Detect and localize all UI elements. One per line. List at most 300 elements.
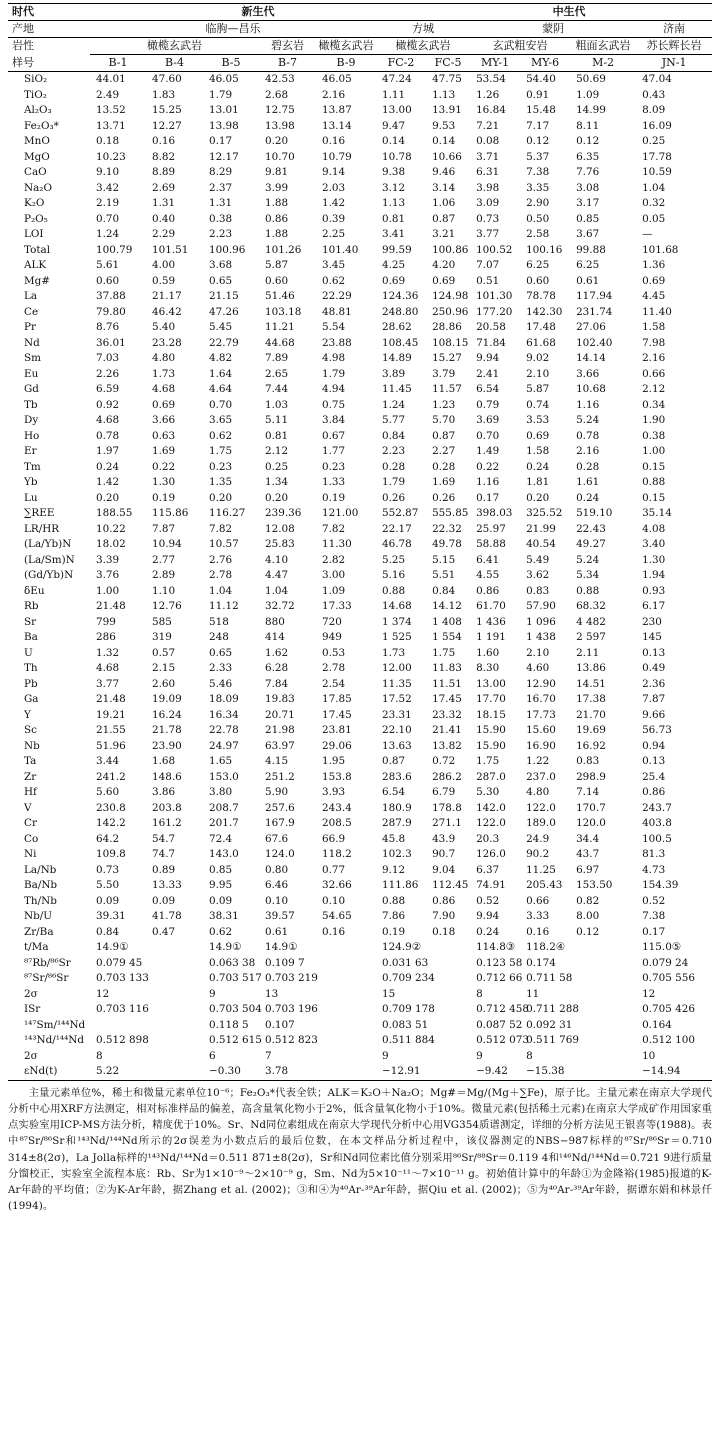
table-cell: 0.16 <box>322 135 346 148</box>
table-row <box>8 429 712 445</box>
table-cell: 13.00 <box>476 677 506 690</box>
table-cell: 4.25 <box>382 259 406 272</box>
row-label: Sm <box>24 352 41 365</box>
table-cell: 22.17 <box>382 522 412 535</box>
table-cell: 5.54 <box>322 321 346 334</box>
table-cell: 1.97 <box>96 445 120 458</box>
table-cell: 1.77 <box>322 445 346 458</box>
table-cell: 0.063 38 <box>209 956 256 969</box>
table-cell: 178.8 <box>432 801 462 814</box>
row-label: Total <box>24 243 51 256</box>
table-cell: 24.9 <box>526 832 550 845</box>
table-cell: 0.84 <box>382 429 406 442</box>
table-cell: 0.512 898 <box>96 1034 149 1047</box>
table-cell: 208.7 <box>209 801 239 814</box>
table-cell: 0.84 <box>96 925 120 938</box>
table-row <box>8 568 712 584</box>
table-cell: 0.19 <box>152 491 176 504</box>
table-cell: 287.9 <box>382 817 412 830</box>
table-cell: 68.32 <box>576 600 606 613</box>
table-cell: 153.8 <box>322 770 352 783</box>
table-cell: 14.51 <box>576 677 606 690</box>
table-cell: 10.78 <box>382 150 412 163</box>
row-label: Pr <box>24 321 36 334</box>
table-cell: 0.16 <box>322 925 346 938</box>
table-cell: 0.092 31 <box>526 1018 573 1031</box>
table-cell: 0.711 58 <box>526 972 573 985</box>
table-cell: 100.52 <box>476 243 513 256</box>
table-cell: 8.09 <box>642 104 666 117</box>
table-cell: 3.14 <box>432 181 456 194</box>
table-cell: 13.98 <box>265 119 295 132</box>
table-cell: 414 <box>265 631 285 644</box>
table-cell: 403.8 <box>642 817 672 830</box>
table-cell: 0.16 <box>526 925 550 938</box>
table-cell: 1.16 <box>576 398 600 411</box>
table-cell: 3.12 <box>382 181 406 194</box>
table-cell: 8.00 <box>576 910 600 923</box>
sample-header: JN-1 <box>636 55 712 72</box>
row-label: Ni <box>24 848 37 861</box>
table-cell: 9.94 <box>476 910 500 923</box>
table-cell: 49.78 <box>432 538 462 551</box>
row-label: P₂O₅ <box>24 212 48 225</box>
table-cell: 2.26 <box>96 367 120 380</box>
row-label: δEu <box>24 584 45 597</box>
table-cell: 398.03 <box>476 507 513 520</box>
table-cell: 4.98 <box>322 352 346 365</box>
table-cell: 3.71 <box>476 150 500 163</box>
table-cell: 3.42 <box>96 181 120 194</box>
table-cell: 251.2 <box>265 770 295 783</box>
table-cell: 0.66 <box>642 367 666 380</box>
row-label: LOI <box>24 228 44 241</box>
table-cell: 0.118 5 <box>209 1018 249 1031</box>
row-label: K₂O <box>24 197 45 210</box>
table-cell: −12.91 <box>376 1064 426 1080</box>
table-cell: 1.00 <box>96 584 120 597</box>
table-cell: 71.84 <box>476 336 506 349</box>
table-cell: 3.00 <box>322 569 346 582</box>
row-label: SiO₂ <box>24 73 48 86</box>
table-row <box>8 72 712 88</box>
table-cell: 0.12 <box>576 135 600 148</box>
table-cell: 0.22 <box>476 460 500 473</box>
table-cell: 0.87 <box>432 429 456 442</box>
table-cell: 101.68 <box>642 243 679 256</box>
table-cell <box>316 1049 376 1065</box>
table-cell: 10.68 <box>576 383 606 396</box>
table-cell: 15 <box>382 987 396 1000</box>
table-cell: 0.79 <box>476 398 500 411</box>
table-cell <box>426 1064 470 1080</box>
row-label: ALK <box>24 259 47 272</box>
table-cell: 3.89 <box>382 367 406 380</box>
table-row <box>8 553 712 569</box>
table-cell: 0.512 100 <box>642 1034 695 1047</box>
table-cell: 13.33 <box>152 879 182 892</box>
table-cell: 0.87 <box>382 755 406 768</box>
table-cell: 5.61 <box>96 259 120 272</box>
table-cell: 32.72 <box>265 600 295 613</box>
table-cell: 1.69 <box>432 476 456 489</box>
table-row <box>8 925 712 941</box>
table-cell: 100.5 <box>642 832 672 845</box>
table-cell: 0.69 <box>432 274 456 287</box>
table-cell <box>426 1018 470 1034</box>
rock-header: 橄榄玄武岩 <box>90 38 259 55</box>
table-cell: 1.88 <box>265 197 289 210</box>
table-cell: 0.23 <box>209 460 233 473</box>
table-cell: 46.05 <box>322 73 352 86</box>
table-row <box>8 413 712 429</box>
table-cell: 9.81 <box>265 166 289 179</box>
table-cell: 0.70 <box>96 212 120 225</box>
table-row <box>8 258 712 274</box>
table-cell: 0.86 <box>642 786 666 799</box>
table-cell: 22.29 <box>322 290 352 303</box>
rock-header: 碧玄岩 <box>259 38 316 55</box>
table-cell: 11.30 <box>322 538 352 551</box>
table-cell: 0.703 116 <box>96 1003 149 1016</box>
table-cell: 101.26 <box>265 243 302 256</box>
table-cell: 0.73 <box>96 863 120 876</box>
table-cell: 90.2 <box>526 848 550 861</box>
table-cell: 231.74 <box>576 305 613 318</box>
table-cell: 2.69 <box>152 181 176 194</box>
table-row <box>8 677 712 693</box>
table-cell: 0.91 <box>526 88 550 101</box>
table-cell: 2.10 <box>526 646 550 659</box>
row-label: Eu <box>24 367 39 380</box>
table-cell: 28.62 <box>382 321 412 334</box>
table-cell: 0.69 <box>526 429 550 442</box>
row-label: CaO <box>24 166 47 179</box>
table-cell: 8.82 <box>152 150 176 163</box>
table-row <box>8 444 712 460</box>
table-cell: 3.84 <box>322 414 346 427</box>
table-cell: 2.25 <box>322 228 346 241</box>
table-cell: 22.10 <box>382 724 412 737</box>
table-cell: 2.78 <box>209 569 233 582</box>
table-cell: 9.94 <box>476 352 500 365</box>
table-cell: 5.87 <box>265 259 289 272</box>
table-cell: 21.15 <box>209 290 239 303</box>
table-row <box>8 88 712 104</box>
table-row <box>8 615 712 631</box>
table-cell: 100.96 <box>209 243 246 256</box>
table-cell: 117.94 <box>576 290 613 303</box>
table-cell: 7.84 <box>265 677 289 690</box>
table-cell: 18.02 <box>96 538 126 551</box>
table-cell: 1.23 <box>432 398 456 411</box>
table-cell: 0.164 <box>642 1018 672 1031</box>
table-cell: 18.15 <box>476 708 506 721</box>
table-cell: 1 438 <box>526 631 556 644</box>
table-cell: 0.14 <box>382 135 406 148</box>
table-cell: 0.079 45 <box>96 956 143 969</box>
table-cell: 46.05 <box>209 73 239 86</box>
table-cell: 121.00 <box>322 507 359 520</box>
table-cell: 17.73 <box>526 708 556 721</box>
table-cell: 5.24 <box>576 553 600 566</box>
table-cell: 257.6 <box>265 801 295 814</box>
table-cell: 8.76 <box>96 321 120 334</box>
table-cell <box>570 971 636 987</box>
table-cell: 3.77 <box>96 677 120 690</box>
sample-header: B-7 <box>259 55 316 72</box>
table-cell: 0.62 <box>209 429 233 442</box>
table-cell: 0.50 <box>526 212 550 225</box>
table-cell: 6.37 <box>476 863 500 876</box>
table-cell: 7.87 <box>642 693 666 706</box>
table-cell: 1.03 <box>265 398 289 411</box>
table-cell: 0.60 <box>265 274 289 287</box>
table-cell: 22.32 <box>432 522 462 535</box>
table-cell: 9.95 <box>209 879 233 892</box>
table-row <box>8 165 712 181</box>
row-label: t/Ma <box>24 941 49 954</box>
sample-header: MY-1 <box>470 55 520 72</box>
table-cell: 1.69 <box>152 445 176 458</box>
table-cell: 0.69 <box>382 274 406 287</box>
row-label: LR/HR <box>24 522 60 535</box>
table-cell: 0.18 <box>432 925 456 938</box>
table-cell <box>146 956 203 972</box>
table-cell: 12 <box>96 987 110 1000</box>
table-cell: 142.0 <box>476 801 506 814</box>
table-row <box>8 894 712 910</box>
table-cell: 14.14 <box>576 352 606 365</box>
table-cell: 298.9 <box>576 770 606 783</box>
table-cell: 0.512 823 <box>265 1034 318 1047</box>
row-label: ISr <box>24 1003 41 1016</box>
table-cell: 11 <box>526 987 540 1000</box>
table-cell: 53.54 <box>476 73 506 86</box>
table-cell: 4.45 <box>642 290 666 303</box>
table-cell: 1.30 <box>152 476 176 489</box>
table-cell: 114.8③ <box>476 941 516 954</box>
table-row <box>8 971 712 987</box>
table-cell: 0.19 <box>322 491 346 504</box>
table-cell: 0.81 <box>265 429 289 442</box>
table-cell: 0.66 <box>526 894 550 907</box>
table-cell: 6.25 <box>526 259 550 272</box>
table-cell: 1.60 <box>476 646 500 659</box>
table-cell: 13.98 <box>209 119 239 132</box>
table-cell: 0.88 <box>382 584 406 597</box>
table-cell: 1.13 <box>432 88 456 101</box>
table-cell: 0.57 <box>152 646 176 659</box>
table-cell: 3.69 <box>476 414 500 427</box>
table-cell: 519.10 <box>576 507 613 520</box>
sample-label: 样号 <box>8 55 90 72</box>
table-cell: −14.94 <box>636 1064 712 1080</box>
table-cell: 21.41 <box>432 724 462 737</box>
table-cell: 1.61 <box>576 476 600 489</box>
table-cell: 45.8 <box>382 832 406 845</box>
table-cell: 552.87 <box>382 507 419 520</box>
table-row <box>8 506 712 522</box>
table-cell: 27.06 <box>576 321 606 334</box>
table-cell: 7.82 <box>322 522 346 535</box>
table-cell: 0.39 <box>322 212 346 225</box>
table-cell: 3.98 <box>476 181 500 194</box>
row-label: (Gd/Yb)N <box>24 569 74 582</box>
table-cell: 7.82 <box>209 522 233 535</box>
table-row <box>8 832 712 848</box>
table-cell: 2.49 <box>96 88 120 101</box>
table-cell: 7.76 <box>576 166 600 179</box>
table-cell: 6.59 <box>96 383 120 396</box>
rock-header: 粗面玄武岩 <box>570 38 636 55</box>
table-cell: 145 <box>642 631 662 644</box>
table-cell: 0.69 <box>642 274 666 287</box>
table-cell: 1 436 <box>476 615 506 628</box>
table-cell <box>426 940 470 956</box>
table-cell: 0.08 <box>476 135 500 148</box>
table-cell: 25.97 <box>476 522 506 535</box>
table-cell: 2.12 <box>265 445 289 458</box>
table-cell: 2.90 <box>526 197 550 210</box>
table-cell: 0.65 <box>209 274 233 287</box>
table-cell: 1.68 <box>152 755 176 768</box>
table-cell: 0.12 <box>576 925 600 938</box>
table-cell: 1.83 <box>152 88 176 101</box>
table-cell: 9.12 <box>382 863 406 876</box>
table-cell: 101.30 <box>476 290 513 303</box>
table-cell: 9.10 <box>96 166 120 179</box>
table-cell: 2.65 <box>265 367 289 380</box>
table-cell: 143.0 <box>209 848 239 861</box>
row-label: Th/Nb <box>24 894 57 907</box>
table-cell: 250.96 <box>432 305 469 318</box>
row-label: Gd <box>24 383 39 396</box>
table-cell: 25.83 <box>265 538 295 551</box>
table-cell <box>570 1033 636 1049</box>
table-cell: 3.68 <box>209 259 233 272</box>
table-cell: 0.53 <box>322 646 346 659</box>
table-row <box>8 367 712 383</box>
table-cell <box>316 1033 376 1049</box>
table-cell: 5.46 <box>209 677 233 690</box>
row-label: Pb <box>24 677 38 690</box>
table-cell: 7.17 <box>526 119 550 132</box>
table-cell: 0.84 <box>432 584 456 597</box>
rock-header: 玄武粗安岩 <box>470 38 570 55</box>
table-cell: 1.65 <box>209 755 233 768</box>
row-label: εNd(t) <box>8 1064 90 1080</box>
table-cell: 99.88 <box>576 243 606 256</box>
table-cell: 5.15 <box>432 553 456 566</box>
table-cell: 0.51 <box>476 274 500 287</box>
table-cell: 1.13 <box>382 197 406 210</box>
table-cell: 72.4 <box>209 832 233 845</box>
table-cell: 0.40 <box>152 212 176 225</box>
header-row-era <box>8 4 712 21</box>
table-cell: 108.45 <box>382 336 419 349</box>
table-cell: 5.70 <box>432 414 456 427</box>
table-cell: 0.16 <box>152 135 176 148</box>
row-label: ¹⁴⁷Sm/¹⁴⁴Nd <box>24 1018 86 1031</box>
table-cell: 6.17 <box>642 600 666 613</box>
table-cell: 1.31 <box>209 197 233 210</box>
table-row <box>8 1049 712 1065</box>
table-cell: 0.12 <box>526 135 550 148</box>
locality-label: 产地 <box>8 21 90 38</box>
table-cell: 1.32 <box>96 646 120 659</box>
table-cell: 57.90 <box>526 600 556 613</box>
table-cell: 6.54 <box>476 383 500 396</box>
table-cell: 7.87 <box>152 522 176 535</box>
row-label: Nb/U <box>24 910 53 923</box>
table-cell: 102.40 <box>576 336 613 349</box>
table-cell: 239.36 <box>265 507 302 520</box>
locality-header: 蒙阴 <box>470 21 636 38</box>
table-cell: 0.174 <box>526 956 556 969</box>
table-cell: 0.78 <box>576 429 600 442</box>
row-label: Nb <box>24 739 40 752</box>
table-cell: 9.47 <box>382 119 406 132</box>
table-row <box>8 320 712 336</box>
table-cell: 5.11 <box>265 414 289 427</box>
table-cell: 15.27 <box>432 352 462 365</box>
table-cell: 122.0 <box>476 817 506 830</box>
table-row <box>8 227 712 243</box>
row-label: Tm <box>24 460 41 473</box>
table-cell: 1 525 <box>382 631 412 644</box>
table-cell: 1.49 <box>476 445 500 458</box>
table-cell: 585 <box>152 615 172 628</box>
table-cell: 101.51 <box>152 243 189 256</box>
table-cell: 15.60 <box>526 724 556 737</box>
table-cell: 4.55 <box>476 569 500 582</box>
table-cell: 1.04 <box>642 181 666 194</box>
table-cell: 0.83 <box>526 584 550 597</box>
table-cell: 116.27 <box>209 507 246 520</box>
table-cell: 0.25 <box>265 460 289 473</box>
table-cell: 3.33 <box>526 910 550 923</box>
row-label: Th <box>24 662 38 675</box>
table-cell: 11.12 <box>209 600 239 613</box>
table-cell: 2.58 <box>526 228 550 241</box>
table-cell: 56.73 <box>642 724 672 737</box>
table-cell: 5.60 <box>96 786 120 799</box>
table-cell: 10.94 <box>152 538 182 551</box>
table-cell: 101.40 <box>322 243 359 256</box>
table-cell: 4.68 <box>152 383 176 396</box>
table-row <box>8 522 712 538</box>
table-cell: 4 482 <box>576 615 606 628</box>
table-cell: 0.22 <box>152 460 176 473</box>
table-cell <box>570 1002 636 1018</box>
table-cell: 720 <box>322 615 342 628</box>
table-cell <box>570 1049 636 1065</box>
table-cell: 10.59 <box>642 166 672 179</box>
table-cell: 2.37 <box>209 181 233 194</box>
table-cell: 1.34 <box>265 476 289 489</box>
row-label: Yb <box>24 476 38 489</box>
table-cell: 18.09 <box>209 693 239 706</box>
table-cell: 22.78 <box>209 724 239 737</box>
table-cell: 1.16 <box>476 476 500 489</box>
table-cell: 19.21 <box>96 708 126 721</box>
table-row <box>8 723 712 739</box>
table-row <box>8 1033 712 1049</box>
table-cell: 16.90 <box>526 739 556 752</box>
row-label: Co <box>24 832 39 845</box>
table-cell: 12.08 <box>265 522 295 535</box>
